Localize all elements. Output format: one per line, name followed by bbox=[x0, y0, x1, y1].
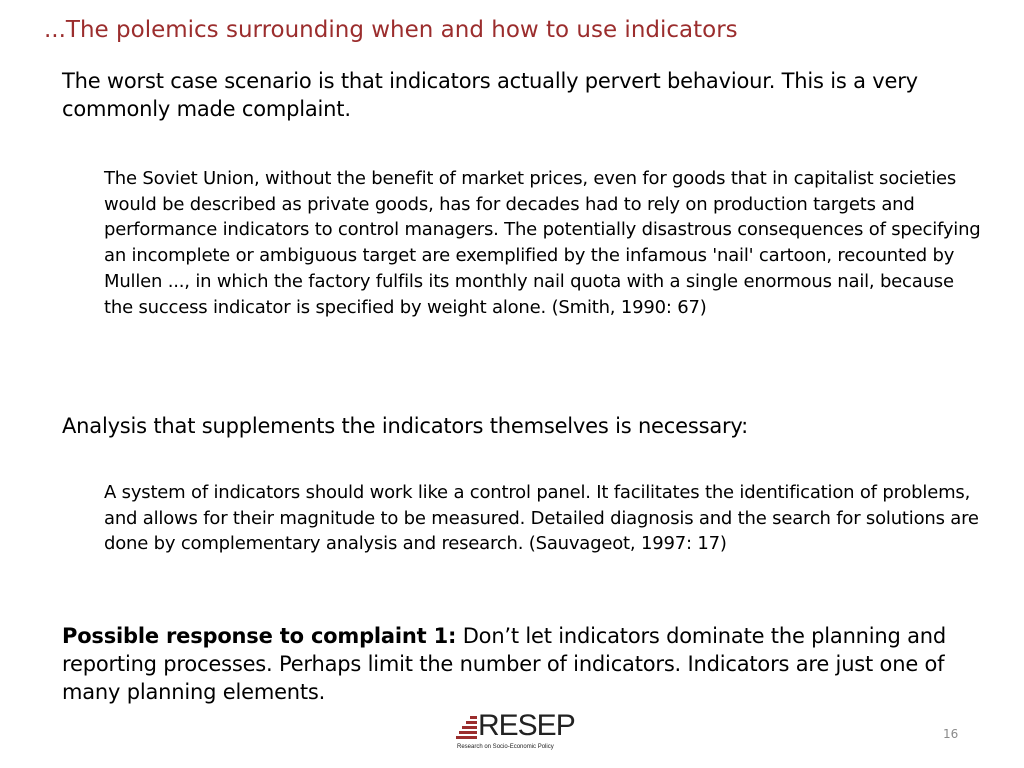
paragraph-worst-case: The worst case scenario is that indicators actually pervert behaviour. This is a very commonly made complaint. bbox=[62, 69, 918, 121]
slide-title: ...The polemics surrounding when and how to use indicators bbox=[44, 17, 738, 43]
page-number: 16 bbox=[943, 727, 959, 741]
stairs-logo-icon bbox=[456, 714, 478, 740]
paragraph-analysis: Analysis that supplements the indicators themselves is necessary: bbox=[62, 414, 748, 438]
logo-wordmark: RESEP bbox=[478, 709, 575, 742]
paragraph-response bbox=[62, 622, 982, 706]
quote-smith: The Soviet Union, without the benefit of market prices, even for goods that in capitalist societies would be described as private goods, has for decades had to rely on production targets and performance indicators to control managers. The potentially disastrous consequences of specifying an incomplete or ambiguous target are exemplified by the infamous 'nail' cartoon, recounted by Mullen ..., in which the factory fulfils its monthly nail quota with a single enormous nail, because the success indicator is specified by weight alone. (Smith, 1990: 67) bbox=[104, 168, 981, 318]
response-text: Don’t let indicators dominate the planning and reporting processes. Perhaps limit the number of indicators. Indicators are just one of many planning elements. bbox=[62, 624, 947, 704]
resep-logo bbox=[456, 709, 580, 752]
quote-sauvageot: A system of indicators should work like a control panel. It facilitates the identification of problems, and allows for their magnitude to be measured. Detailed diagnosis and the search for solutions are done by complementary analysis and research. (Sauvageot, 1997: 17) bbox=[104, 482, 979, 555]
logo-tagline: Research on Socio-Economic Policy bbox=[457, 744, 554, 750]
response-label: Possible response to complaint 1: bbox=[62, 624, 457, 648]
